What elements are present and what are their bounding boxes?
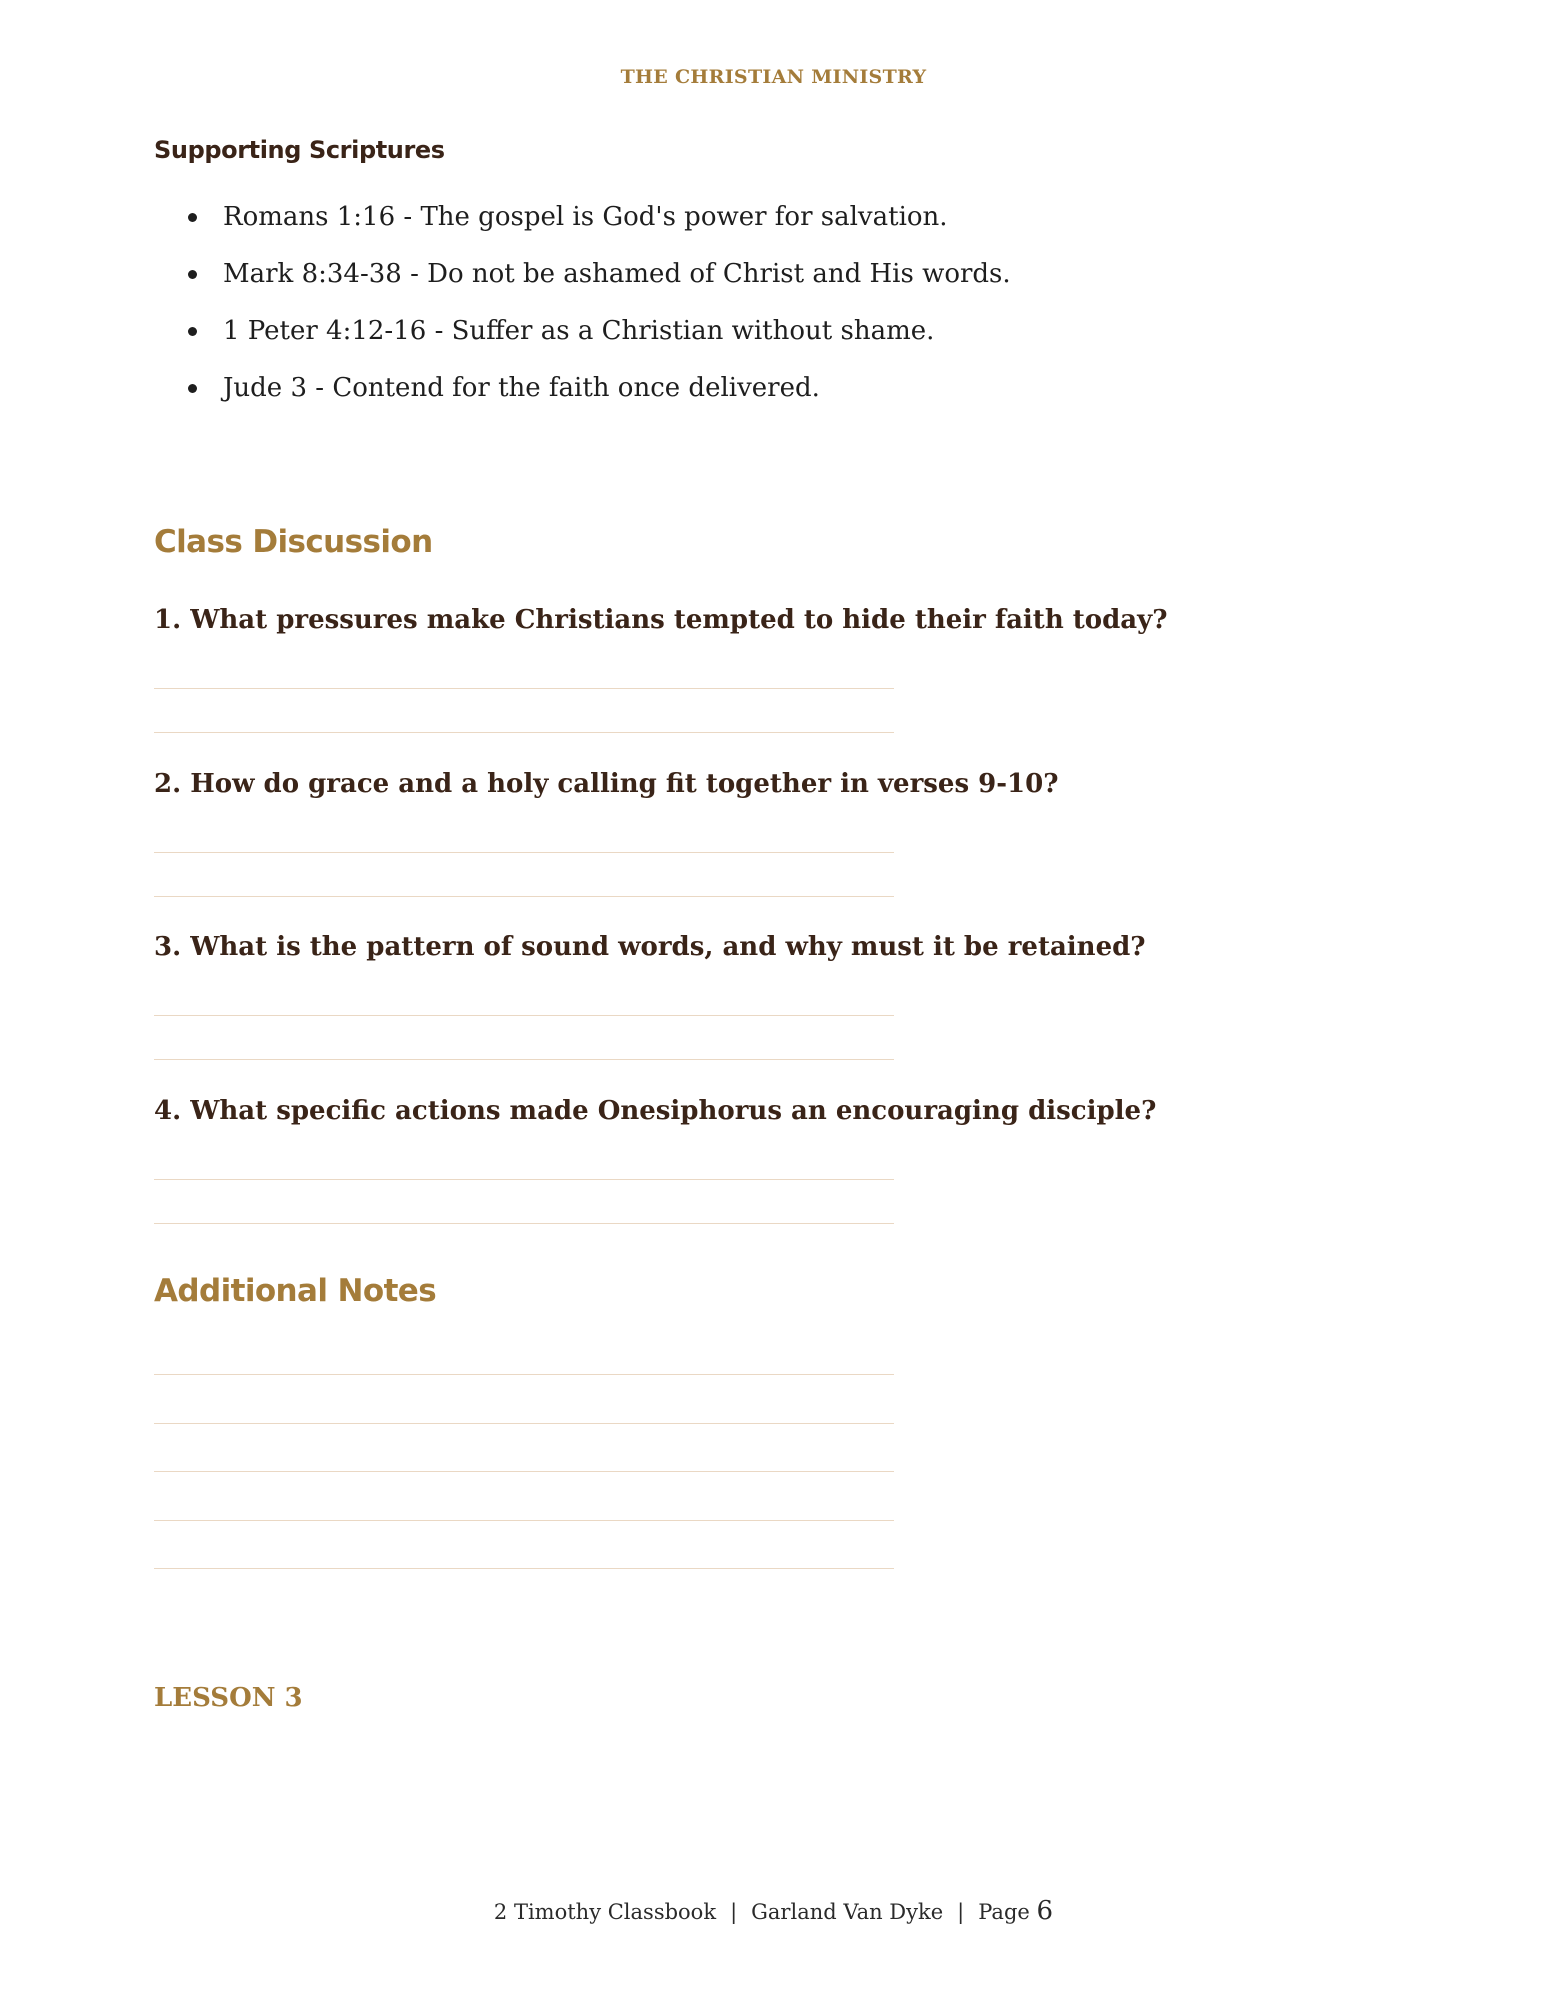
footer-author: Garland Van Dyke bbox=[751, 1900, 944, 1924]
discussion-question-2: 2. How do grace and a holy calling fit together in verses 9-10? bbox=[154, 769, 1059, 799]
list-item bbox=[154, 246, 1354, 303]
discussion-question-4: 4. What specific actions made Onesiphorus an encouraging disciple? bbox=[154, 1096, 1157, 1126]
answer-line[interactable] bbox=[154, 1223, 894, 1224]
list-item bbox=[154, 189, 1354, 246]
list-item bbox=[154, 360, 1354, 417]
class-discussion-heading: Class Discussion bbox=[154, 524, 433, 560]
answer-line[interactable] bbox=[154, 1179, 894, 1180]
additional-notes-heading: Additional Notes bbox=[154, 1273, 437, 1309]
scripture-text: Jude 3 - Contend for the faith once delivered. bbox=[223, 373, 820, 403]
bullet-icon bbox=[188, 384, 197, 393]
bullet-icon bbox=[188, 213, 197, 222]
footer-separator: | bbox=[730, 1900, 738, 1924]
list-item bbox=[154, 303, 1354, 360]
footer-page-label: Page bbox=[978, 1900, 1030, 1924]
answer-line[interactable] bbox=[154, 852, 894, 853]
supporting-scriptures-heading: Supporting Scriptures bbox=[154, 136, 445, 164]
notes-line[interactable] bbox=[154, 1374, 894, 1375]
notes-line[interactable] bbox=[154, 1520, 894, 1521]
discussion-question-1: 1. What pressures make Christians tempted to hide their faith today? bbox=[154, 605, 1168, 635]
answer-line[interactable] bbox=[154, 732, 894, 733]
notes-line[interactable] bbox=[154, 1423, 894, 1424]
notes-line[interactable] bbox=[154, 1471, 894, 1472]
answer-line[interactable] bbox=[154, 688, 894, 689]
answer-line[interactable] bbox=[154, 1059, 894, 1060]
notes-line[interactable] bbox=[154, 1568, 894, 1569]
discussion-question-3: 3. What is the pattern of sound words, and why must it be retained? bbox=[154, 932, 1146, 962]
scripture-text: Romans 1:16 - The gospel is God's power for salvation. bbox=[223, 202, 948, 232]
running-header: THE CHRISTIAN MINISTRY bbox=[620, 66, 927, 88]
footer-separator: | bbox=[957, 1900, 965, 1924]
footer-page-number: 6 bbox=[1036, 1896, 1054, 1926]
answer-line[interactable] bbox=[154, 896, 894, 897]
footer-book-title: 2 Timothy Classbook bbox=[493, 1900, 717, 1924]
scripture-text: 1 Peter 4:12-16 - Suffer as a Christian without shame. bbox=[223, 316, 935, 346]
bullet-icon bbox=[188, 327, 197, 336]
page-footer bbox=[0, 1896, 1547, 1926]
lesson-label: LESSON 3 bbox=[154, 1683, 303, 1713]
bullet-icon bbox=[188, 270, 197, 279]
scripture-text: Mark 8:34-38 - Do not be ashamed of Christ and His words. bbox=[223, 259, 1011, 289]
scripture-list bbox=[154, 189, 1354, 417]
answer-line[interactable] bbox=[154, 1015, 894, 1016]
